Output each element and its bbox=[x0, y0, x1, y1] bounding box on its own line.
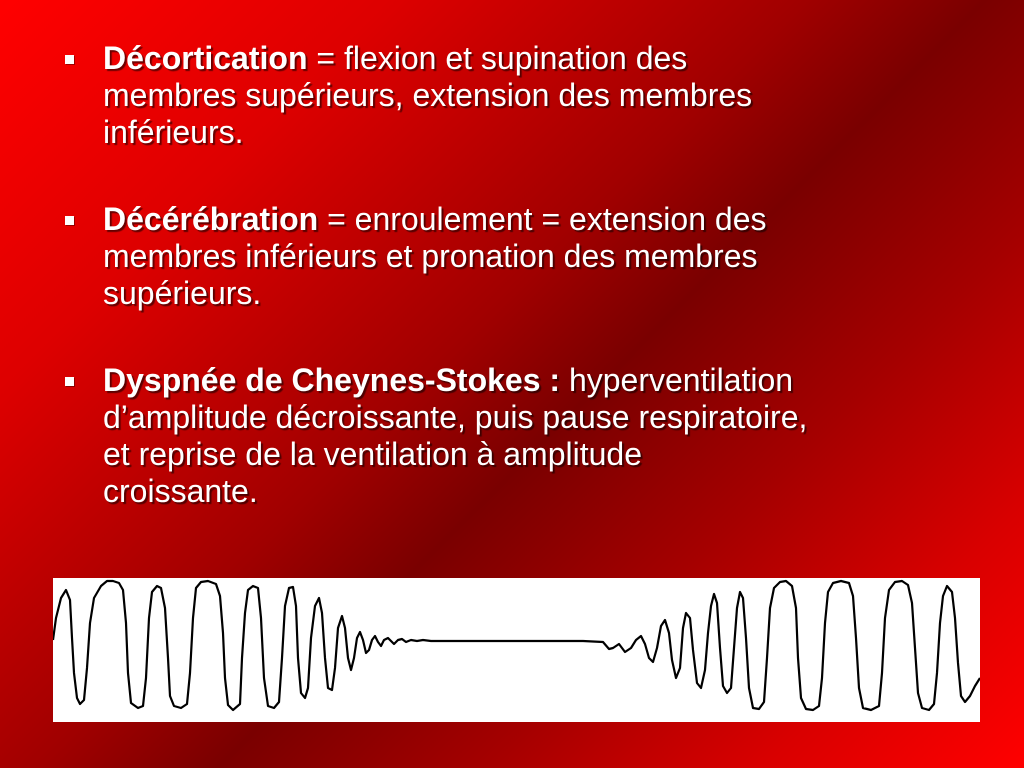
bullet-decerebration bbox=[58, 201, 988, 312]
bullet-list bbox=[58, 40, 988, 560]
waveform-trace bbox=[53, 581, 980, 710]
square-bullet-icon bbox=[65, 55, 74, 64]
square-bullet-icon bbox=[65, 216, 74, 225]
bullet-text bbox=[103, 201, 988, 312]
bullet-term: Décortication bbox=[103, 40, 308, 76]
bullet-term: Dyspnée de Cheynes-Stokes : bbox=[103, 362, 561, 398]
bullet-text bbox=[103, 362, 988, 510]
respiration-waveform bbox=[53, 578, 980, 722]
bullet-description: hyperventilation d’amplitude décroissante, puis pause respiratoire, et reprise de la ventilation à amplitude croissante. bbox=[103, 362, 808, 509]
bullet-description: = flexion et supination des membres supérieurs, extension des membres inférieurs. bbox=[103, 40, 753, 150]
bullet-term: Décérébration bbox=[103, 201, 319, 237]
bullet-description: = enroulement = extension des membres inférieurs et pronation des membres supérieurs. bbox=[103, 201, 767, 311]
bullet-cheyne-stokes bbox=[58, 362, 988, 510]
square-bullet-icon bbox=[65, 377, 74, 386]
bullet-text bbox=[103, 40, 988, 151]
bullet-decortication bbox=[58, 40, 988, 151]
cheyne-stokes-waveform-image bbox=[53, 578, 980, 722]
